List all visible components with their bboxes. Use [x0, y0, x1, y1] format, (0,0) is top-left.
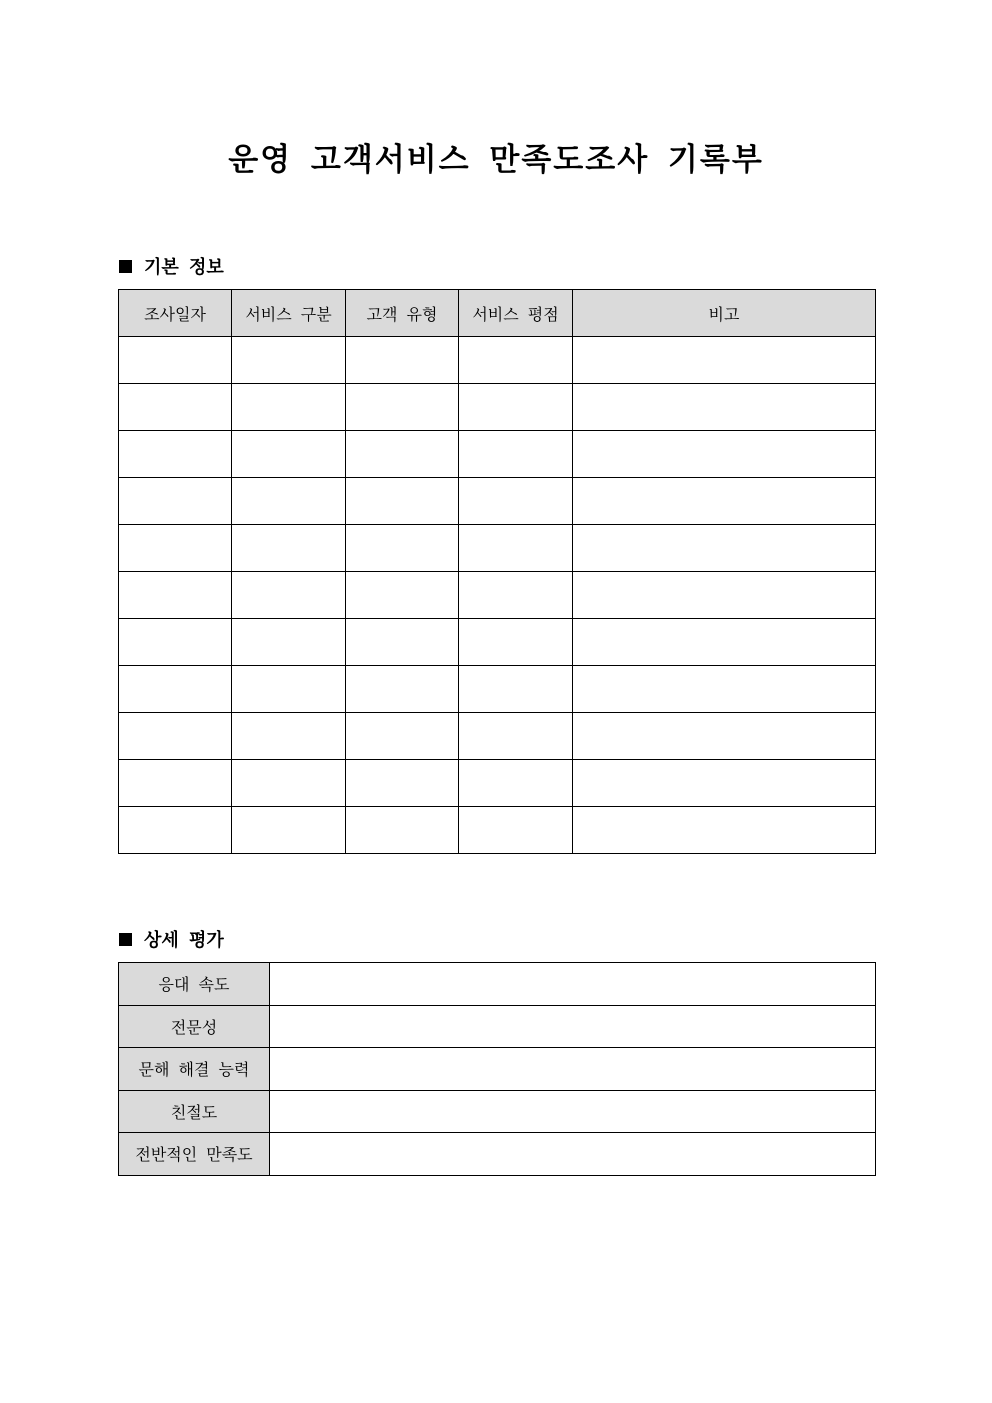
evaluation-value-cell[interactable]: [270, 1005, 876, 1048]
survey-date-cell[interactable]: [119, 572, 232, 619]
basic-info-table: [118, 289, 876, 854]
row-label-kindness: 친절도: [119, 1090, 270, 1133]
table-row: [119, 1005, 876, 1048]
service-category-cell[interactable]: [232, 384, 346, 431]
section-heading-label: 상세 평가: [144, 930, 224, 951]
square-bullet-icon: [119, 933, 132, 946]
square-bullet-icon: [119, 260, 132, 273]
table-row: [119, 337, 876, 384]
survey-date-cell[interactable]: [119, 384, 232, 431]
service-category-cell[interactable]: [232, 572, 346, 619]
table-row: [119, 619, 876, 666]
table-row: [119, 431, 876, 478]
table-row: [119, 807, 876, 854]
table-row: [119, 525, 876, 572]
service-category-cell[interactable]: [232, 337, 346, 384]
service-rating-cell[interactable]: [459, 713, 573, 760]
survey-date-cell[interactable]: [119, 431, 232, 478]
survey-date-cell[interactable]: [119, 525, 232, 572]
table-header-row: [119, 290, 876, 337]
service-category-cell[interactable]: [232, 431, 346, 478]
service-category-cell[interactable]: [232, 713, 346, 760]
customer-type-cell[interactable]: [346, 713, 459, 760]
service-category-cell[interactable]: [232, 760, 346, 807]
column-header-remarks: 비고: [573, 290, 876, 337]
row-label-expertise: 전문성: [119, 1005, 270, 1048]
column-header-survey-date: 조사일자: [119, 290, 232, 337]
survey-date-cell[interactable]: [119, 337, 232, 384]
service-category-cell[interactable]: [232, 666, 346, 713]
customer-type-cell[interactable]: [346, 384, 459, 431]
customer-type-cell[interactable]: [346, 478, 459, 525]
service-rating-cell[interactable]: [459, 337, 573, 384]
evaluation-value-cell[interactable]: [270, 1133, 876, 1176]
service-rating-cell[interactable]: [459, 478, 573, 525]
document-title: 운영 고객서비스 만족도조사 기록부: [228, 142, 764, 178]
service-rating-cell[interactable]: [459, 384, 573, 431]
section-heading-detailed-evaluation: [119, 926, 224, 952]
service-rating-cell[interactable]: [459, 666, 573, 713]
column-header-service-rating: 서비스 평점: [459, 290, 573, 337]
service-category-cell[interactable]: [232, 525, 346, 572]
evaluation-value-cell[interactable]: [270, 963, 876, 1006]
column-header-customer-type: 고객 유형: [346, 290, 459, 337]
customer-type-cell[interactable]: [346, 431, 459, 478]
table-row: [119, 572, 876, 619]
service-rating-cell[interactable]: [459, 525, 573, 572]
section-heading-label: 기본 정보: [144, 257, 224, 278]
table-row: [119, 760, 876, 807]
service-rating-cell[interactable]: [459, 807, 573, 854]
survey-date-cell[interactable]: [119, 760, 232, 807]
survey-date-cell[interactable]: [119, 713, 232, 760]
remarks-cell[interactable]: [573, 807, 876, 854]
remarks-cell[interactable]: [573, 525, 876, 572]
customer-type-cell[interactable]: [346, 525, 459, 572]
remarks-cell[interactable]: [573, 478, 876, 525]
customer-type-cell[interactable]: [346, 666, 459, 713]
customer-type-cell[interactable]: [346, 807, 459, 854]
row-label-problem-solving: 문해 해결 능력: [119, 1048, 270, 1091]
row-label-overall-satisfaction: 전반적인 만족도: [119, 1133, 270, 1176]
row-label-response-speed: 응대 속도: [119, 963, 270, 1006]
survey-date-cell[interactable]: [119, 619, 232, 666]
service-category-cell[interactable]: [232, 619, 346, 666]
column-header-service-category: 서비스 구분: [232, 290, 346, 337]
remarks-cell[interactable]: [573, 431, 876, 478]
remarks-cell[interactable]: [573, 572, 876, 619]
section-heading-basic-info: [119, 253, 224, 279]
customer-type-cell[interactable]: [346, 619, 459, 666]
remarks-cell[interactable]: [573, 337, 876, 384]
service-rating-cell[interactable]: [459, 760, 573, 807]
remarks-cell[interactable]: [573, 666, 876, 713]
remarks-cell[interactable]: [573, 713, 876, 760]
service-category-cell[interactable]: [232, 478, 346, 525]
customer-type-cell[interactable]: [346, 760, 459, 807]
remarks-cell[interactable]: [573, 760, 876, 807]
detailed-evaluation-table: [118, 962, 876, 1176]
table-row: [119, 1090, 876, 1133]
table-row: [119, 478, 876, 525]
table-row: [119, 713, 876, 760]
table-row: [119, 384, 876, 431]
survey-date-cell[interactable]: [119, 478, 232, 525]
survey-date-cell[interactable]: [119, 807, 232, 854]
customer-type-cell[interactable]: [346, 572, 459, 619]
service-rating-cell[interactable]: [459, 572, 573, 619]
table-row: [119, 963, 876, 1006]
evaluation-value-cell[interactable]: [270, 1090, 876, 1133]
service-rating-cell[interactable]: [459, 431, 573, 478]
table-row: [119, 666, 876, 713]
table-row: [119, 1133, 876, 1176]
remarks-cell[interactable]: [573, 619, 876, 666]
service-rating-cell[interactable]: [459, 619, 573, 666]
remarks-cell[interactable]: [573, 384, 876, 431]
evaluation-value-cell[interactable]: [270, 1048, 876, 1091]
survey-date-cell[interactable]: [119, 666, 232, 713]
customer-type-cell[interactable]: [346, 337, 459, 384]
table-row: [119, 1048, 876, 1091]
service-category-cell[interactable]: [232, 807, 346, 854]
